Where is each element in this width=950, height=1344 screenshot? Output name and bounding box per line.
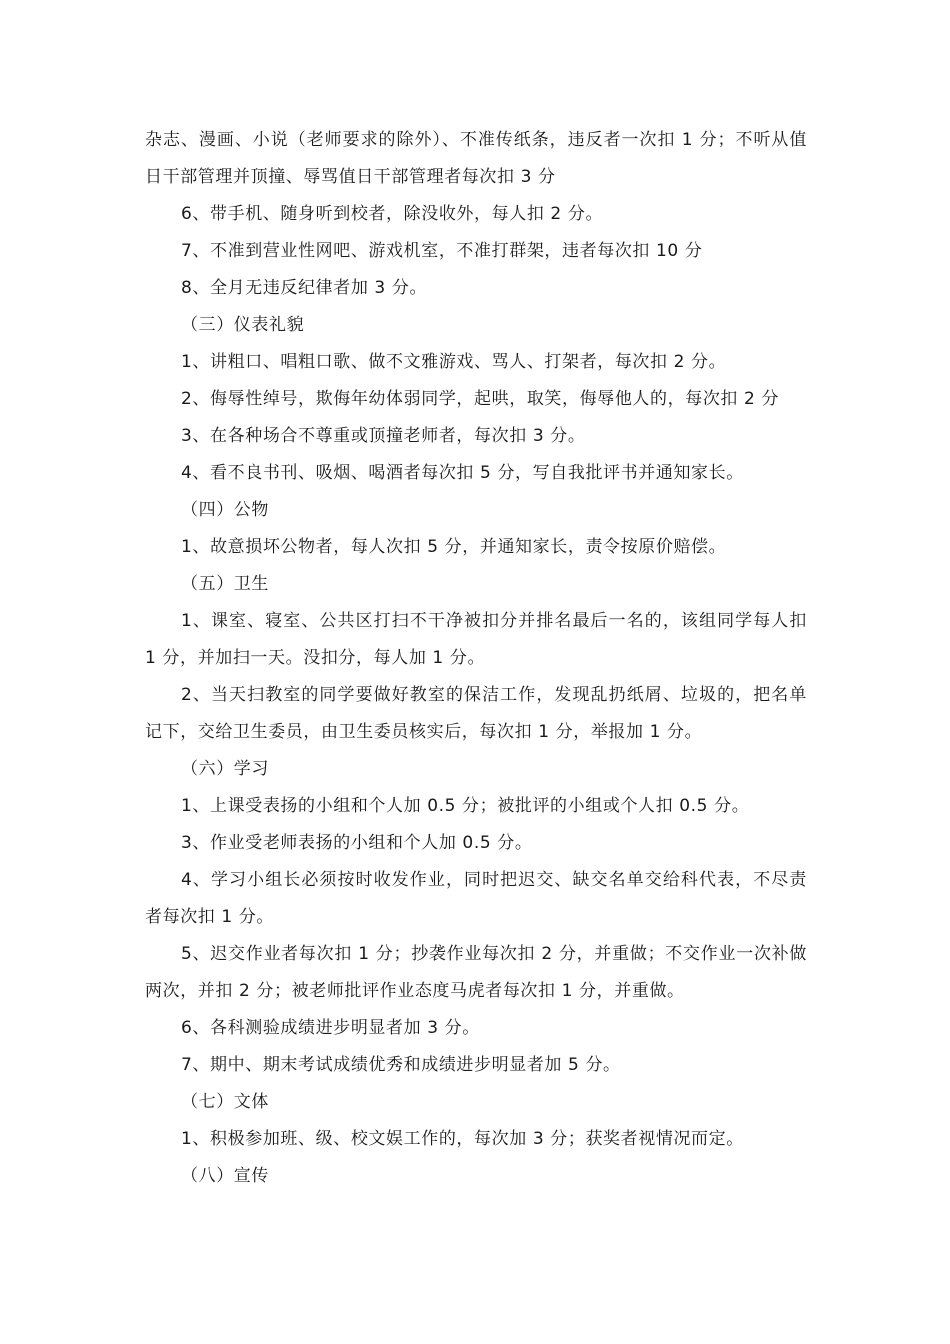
section-heading: （五）卫生 — [181, 574, 269, 594]
section-heading: （四）公物 — [181, 500, 269, 520]
rule-item: 6、带手机、随身听到校者，除没收外，每人扣 2 分。 — [181, 204, 604, 224]
section-heading: （八）宣传 — [181, 1166, 269, 1186]
section-heading: （七）文体 — [181, 1092, 269, 1112]
rule-item: 1、讲粗口、唱粗口歌、做不文雅游戏、骂人、打架者，每次扣 2 分。 — [181, 352, 727, 372]
rule-item: 5、迟交作业者每次扣 1 分；抄袭作业每次扣 2 分，并重做；不交作业一次补做两次，并扣 2 分；被老师批评作业态度马虎者每次扣 1 分，并重做。 — [145, 944, 807, 1001]
rule-item: 1、故意损坏公物者，每人次扣 5 分，并通知家长，责令按原价赔偿。 — [181, 537, 727, 557]
rule-item: 4、学习小组长必须按时收发作业，同时把迟交、缺交名单交给科代表，不尽责者每次扣 1 分。 — [145, 870, 807, 927]
section-heading: （三）仪表礼貌 — [181, 315, 305, 335]
document-body — [145, 122, 807, 1195]
rule-item: 6、各科测验成绩进步明显者加 3 分。 — [181, 1018, 480, 1038]
rule-item: 1、积极参加班、级、校文娱工作的，每次加 3 分；获奖者视情况而定。 — [181, 1129, 744, 1149]
rule-item: 8、全月无违反纪律者加 3 分。 — [181, 278, 428, 298]
rule-item: 3、在各种场合不尊重或顶撞老师者，每次扣 3 分。 — [181, 426, 586, 446]
rule-item: 1、上课受表扬的小组和个人加 0.5 分；被批评的小组或个人扣 0.5 分。 — [181, 796, 750, 816]
rule-item: 4、看不良书刊、吸烟、喝酒者每次扣 5 分，写自我批评书并通知家长。 — [181, 463, 744, 483]
rule-item: 7、不准到营业性网吧、游戏机室，不准打群架，违者每次扣 10 分 — [181, 241, 703, 261]
rule-item: 2、当天扫教室的同学要做好教室的保洁工作，发现乱扔纸屑、垃圾的，把名单记下，交给卫生委员，由卫生委员核实后，每次扣 1 分，举报加 1 分。 — [145, 685, 807, 742]
rule-item: 2、侮辱性绰号，欺侮年幼体弱同学，起哄，取笑，侮辱他人的，每次扣 2 分 — [181, 389, 780, 409]
rule-item: 7、期中、期末考试成绩优秀和成绩进步明显者加 5 分。 — [181, 1055, 621, 1075]
rule-item: 1、课室、寝室、公共区打扫不干净被扣分并排名最后一名的，该组同学每人扣 1 分，并加扫一天。没扣分，每人加 1 分。 — [145, 611, 807, 668]
paragraph-continuation: 杂志、漫画、小说（老师要求的除外）、不准传纸条，违反者一次扣 1 分；不听从值日干部管理并顶撞、辱骂值日干部管理者每次扣 3 分 — [145, 130, 807, 187]
section-heading: （六）学习 — [181, 759, 269, 779]
rule-item: 3、作业受老师表扬的小组和个人加 0.5 分。 — [181, 833, 533, 853]
